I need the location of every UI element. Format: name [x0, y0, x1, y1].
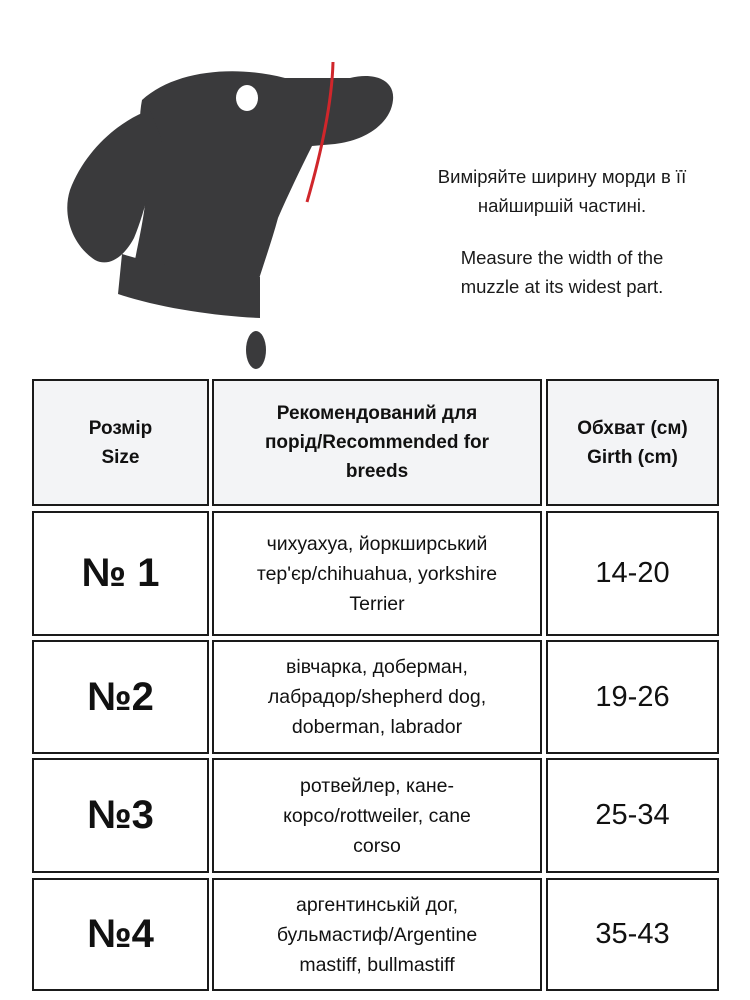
- measurement-instructions: [392, 162, 732, 301]
- row-girth: 14-20: [546, 511, 719, 636]
- instruction-ukrainian: Виміряйте ширину морди в її найширшій частині.: [437, 166, 687, 216]
- row-girth: 25-34: [546, 758, 719, 873]
- row-size: №3: [32, 758, 209, 873]
- row-breeds: вівчарка, доберман, лабрадор/shepherd dog, doberman, labrador: [212, 640, 542, 754]
- row-girth: 19-26: [546, 640, 719, 754]
- row-girth: 35-43: [546, 878, 719, 991]
- header-size: Розмір Size: [32, 379, 209, 506]
- row-size: № 1: [32, 511, 209, 636]
- row-size: №4: [32, 878, 209, 991]
- header-breeds: Рекомендований для порід/Recommended for breeds: [212, 379, 542, 506]
- row-size: №2: [32, 640, 209, 754]
- row-breeds: аргентинськiй дог, бульмастиф/Argentine mastiff, bullmastiff: [212, 878, 542, 991]
- row-breeds: ротвейлер, кане- корсо/rottweiler, cane corso: [212, 758, 542, 873]
- instruction-english: Measure the width of the muzzle at its widest part.: [460, 247, 664, 297]
- row-breeds: чихуахуа, йоркширський тер'єр/chihuahua, yorkshire Terrier: [212, 511, 542, 636]
- dog-head-silhouette-icon: [50, 50, 410, 380]
- dog-head-illustration: [50, 50, 410, 380]
- header-girth: Обхват (см) Girth (cm): [546, 379, 719, 506]
